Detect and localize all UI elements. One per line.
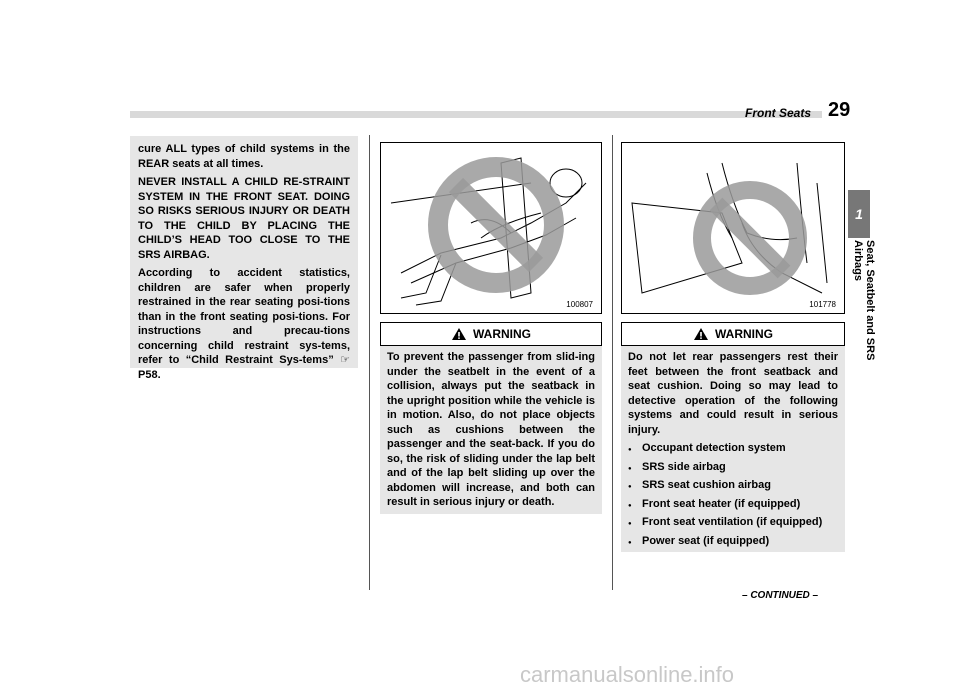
warning-title: WARNING (473, 327, 531, 341)
list-item: ● Occupant detection system (628, 441, 838, 456)
figure-code: 100807 (566, 300, 593, 309)
chapter-title (840, 240, 876, 380)
warning-box (621, 322, 845, 552)
warning-triangle-icon (693, 327, 709, 341)
note-paragraph: cure ALL types of child systems in the REAR seats at all times. (138, 143, 350, 170)
warning-triangle-icon (451, 327, 467, 341)
list-item: ● Front seat heater (if equipped) (628, 497, 838, 512)
watermark: carmanualsonline.info (520, 662, 735, 687)
figure-code: 101778 (809, 300, 836, 309)
note-paragraph: NEVER INSTALL A CHILD RE-STRAINT SYSTEM IN THE FRONT SEAT. DOING SO RISKS SERIOUS INJURY OR DEATH TO THE CHILD BY PLACING THE CHILD’S HEAD TOO CLOSE TO THE SRS AIRBAG. (138, 176, 350, 261)
seatbelt-figure (380, 142, 602, 314)
reclined-passenger-illustration (381, 143, 601, 313)
prohibition-icon (438, 167, 554, 283)
warning-box (380, 322, 602, 514)
header-bar (130, 111, 822, 118)
warning-header (621, 322, 845, 346)
column-divider (612, 135, 613, 590)
left-note-box (130, 136, 358, 381)
list-item: ● SRS seat cushion airbag (628, 478, 838, 493)
list-item: ● Front seat ventilation (if equipped) (628, 515, 838, 530)
feet-under-seat-illustration (622, 143, 844, 313)
note-paragraph: According to accident statistics, children are safer when properly restrained in the rear seating posi-tions than in the front seating posi-tions. For instructions and precau-tions concerning child restraint sys-tems, refer to “Child Restraint Sys-tems” ☞P58. (138, 267, 350, 381)
left-note-text (138, 142, 350, 382)
warning-title: WARNING (715, 327, 773, 341)
continued-label: – CONTINUED – (742, 590, 819, 601)
list-item: ● SRS side airbag (628, 460, 838, 475)
affected-systems-list (628, 441, 838, 548)
warning-header (380, 322, 602, 346)
warning-text: Do not let rear passengers rest their feet between the front seatback and seat cushion. Doing so may lead to detective operation of the following systems and could result in serious injury. (628, 351, 838, 436)
warning-text: To prevent the passenger from slid-ing under the seatbelt in the event of a collision, always put the seatback in the upright position while the vehicle is in motion. Also, do not place objects such as cushions between the passenger and the seat-back. If you do so, the risk of sliding under the lap belt and of the lap belt sliding up over the abdomen will increase, and both can result in serious injury or death. (387, 351, 595, 508)
warning-body (628, 350, 838, 552)
chapter-title-text: Seat, Seatbelt and SRS Airbags (852, 240, 876, 361)
rear-feet-figure (621, 142, 845, 314)
prohibition-icon (702, 190, 798, 286)
column-divider (369, 135, 370, 590)
page-number: 29 (828, 99, 851, 121)
chapter-tab: 1 (848, 190, 870, 238)
section-title: Front Seats (745, 106, 812, 120)
list-item: ● Power seat (if equipped) (628, 534, 838, 549)
